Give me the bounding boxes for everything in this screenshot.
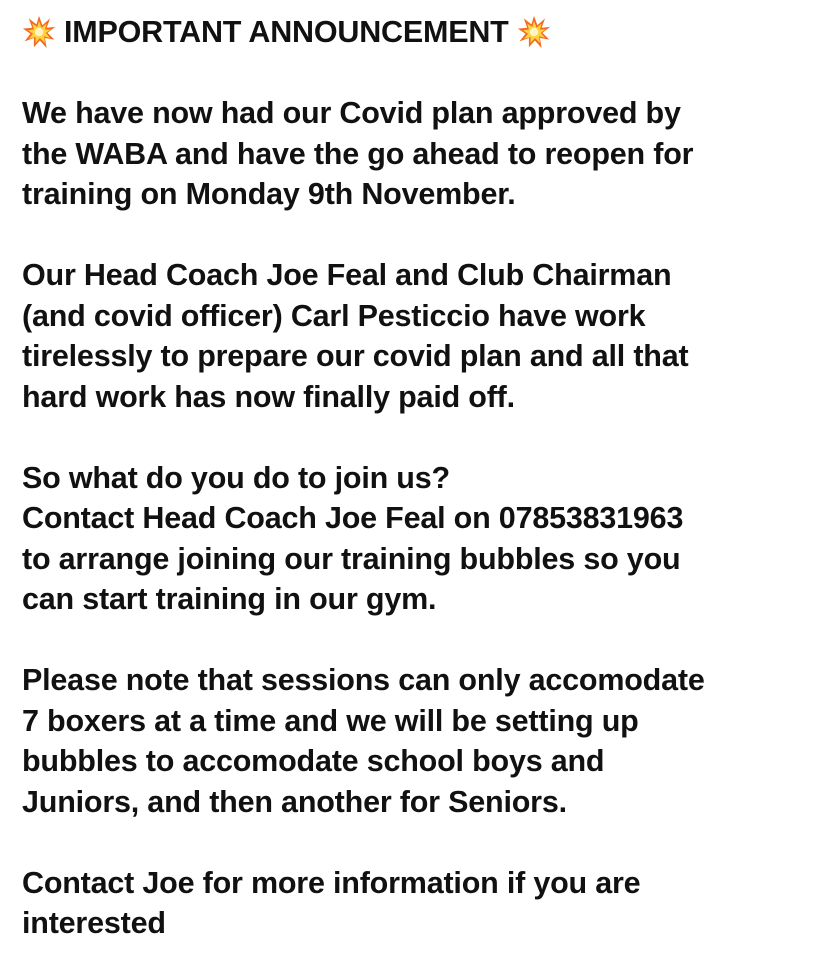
- paragraph-approval: [22, 93, 812, 215]
- announcement-note: [22, 12, 812, 944]
- text-line: tirelessly to prepare our covid plan and all that: [22, 339, 689, 373]
- paragraph-gap: [22, 417, 812, 458]
- text-line: So what do you do to join us?: [22, 460, 450, 495]
- text-line: can start training in our gym.: [22, 582, 437, 616]
- text-line: bubbles to accomodate school boys and: [22, 744, 605, 778]
- announcement-title: IMPORTANT ANNOUNCEMENT: [64, 15, 509, 49]
- text-line: 7 boxers at a time and we will be setting up: [22, 703, 639, 738]
- paragraph-gap: [22, 53, 812, 94]
- announcement-headline: [22, 12, 812, 53]
- text-line: Our Head Coach Joe Feal and Club Chairman: [22, 258, 672, 292]
- text-line: (and covid officer) Carl Pesticcio have work: [22, 298, 646, 333]
- paragraph-gap: [22, 620, 812, 661]
- paragraph-how-to-join: [22, 458, 812, 620]
- collision-emoji-icon: [517, 15, 551, 49]
- text-line: Juniors, and then another for Seniors.: [22, 784, 567, 819]
- text-line: Contact Joe for more information if you are: [22, 865, 641, 900]
- paragraph-gap: [22, 822, 812, 863]
- contact-line: Contact Head Coach Joe Feal on 07853831963: [22, 501, 684, 535]
- paragraph-contact: [22, 863, 812, 944]
- text-line: to arrange joining our training bubbles so you: [22, 541, 681, 576]
- paragraph-capacity-note: [22, 660, 812, 822]
- paragraph-gap: [22, 215, 812, 256]
- collision-emoji-icon: [22, 15, 56, 49]
- paragraph-thanks: [22, 255, 812, 417]
- text-line: Please note that sessions can only accomodate: [22, 663, 705, 697]
- text-line: We have now had our Covid plan approved by: [22, 96, 681, 130]
- text-line: training on Monday 9th November.: [22, 177, 516, 211]
- text-line: hard work has now finally paid off.: [22, 379, 515, 414]
- text-line: the WABA and have the go ahead to reopen for: [22, 136, 694, 171]
- text-line: interested: [22, 906, 166, 940]
